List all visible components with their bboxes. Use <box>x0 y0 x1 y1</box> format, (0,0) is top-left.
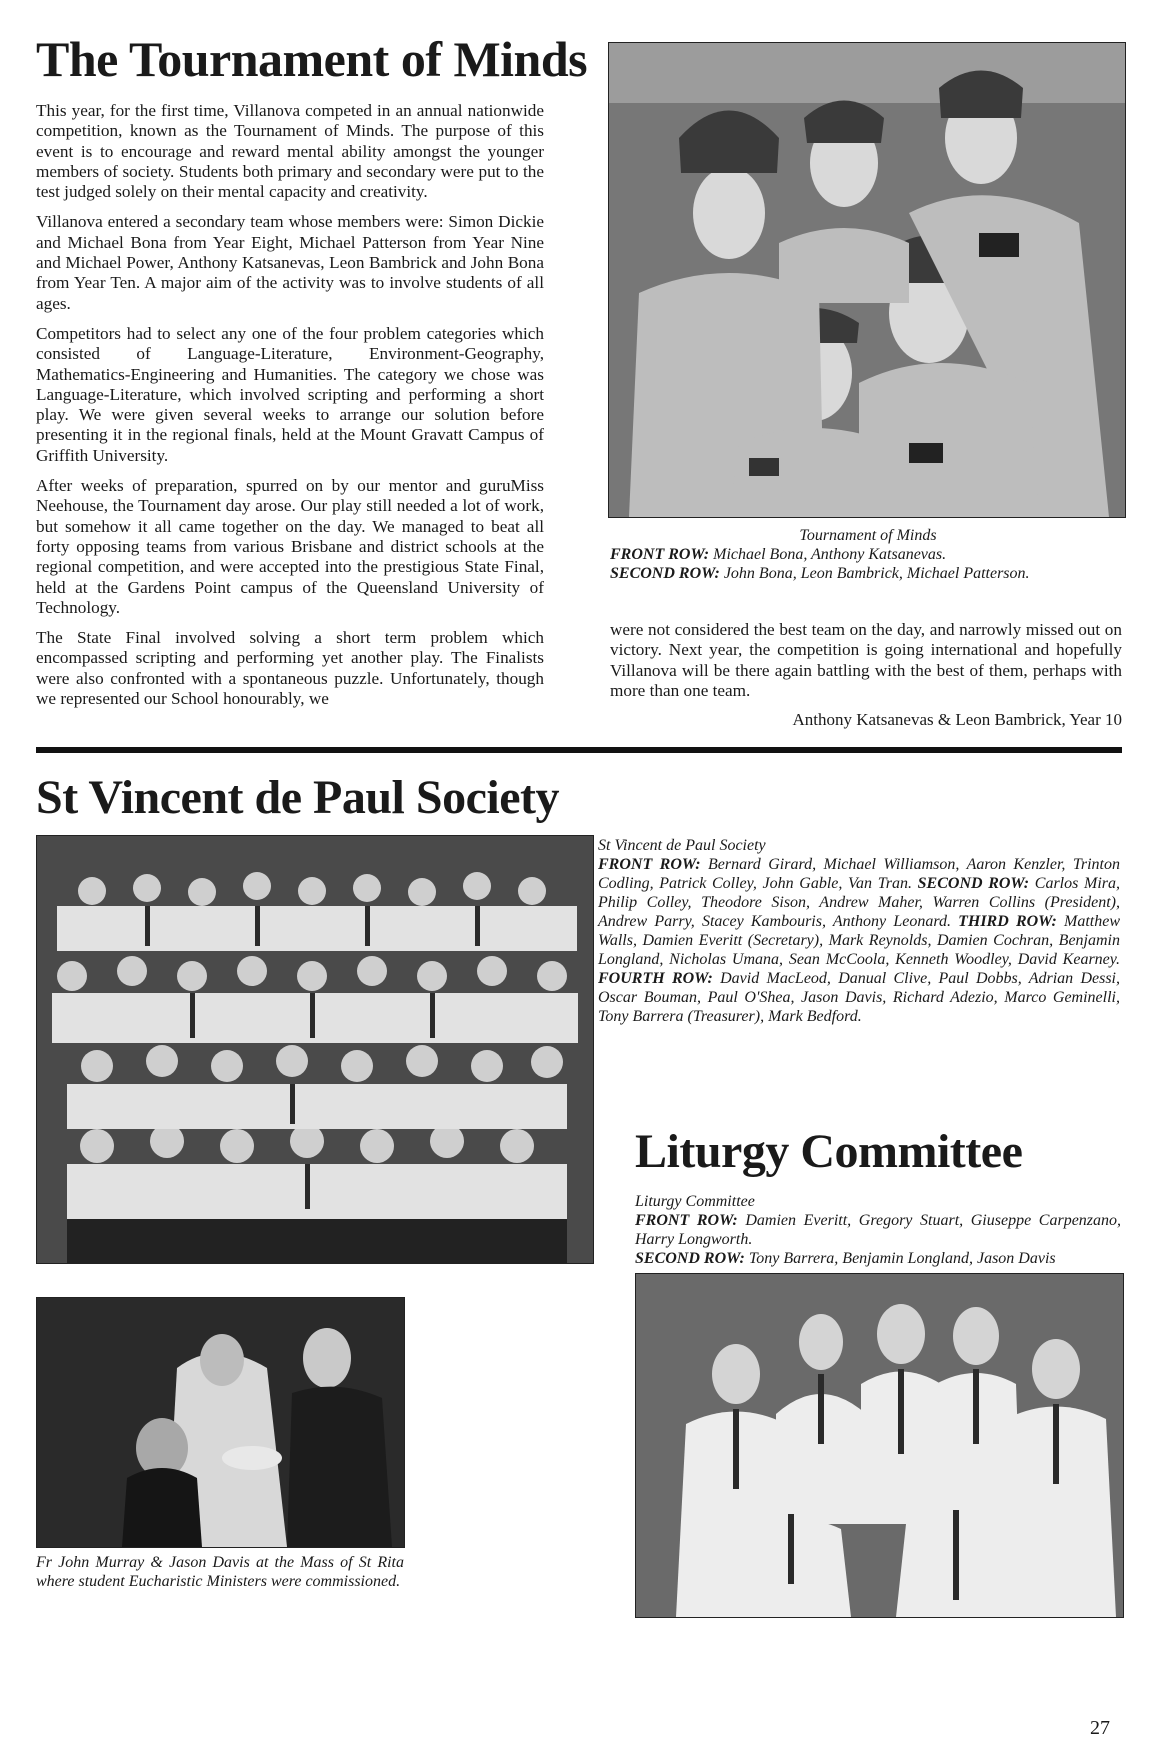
liturgy-photo-caption <box>635 1192 1121 1268</box>
caption-row-label: FRONT ROW: <box>598 856 701 873</box>
caption-row-label: FOURTH ROW: <box>598 970 713 987</box>
article-paragraph: After weeks of preparation, spurred on by our mentor and guruMiss Neehouse, the Tournament day arose. Our play still needed a lot of work, but somehow it all came together on the day. We managed to beat all forty opposing teams from various Brisbane and district schools at the regional competition, and were accepted into the prestigious State Final, held at the Gardens Point campus of the Queensland University of Technology. <box>36 476 544 617</box>
article-byline: Anthony Katsanevas & Leon Bambrick, Year 10 <box>792 710 1122 729</box>
caption-row-names: Carlos Mira, Philip Colley, Theodore Sison, Andrew Maher, Warren Collins (President), Andrew Parry, Stacey Kambouris, Anthony Leonard. <box>598 875 1121 930</box>
article-paragraph: This year, for the first time, Villanova competed in an annual nationwide competition, known as the Tournament of Minds. The purpose of this event is to encourage and reward mental ability amongst the younger members of society. Students both primary and secondary were put to the test judged solely on their mental capacity and creativity. <box>36 101 544 202</box>
caption-title: Tournament of Minds <box>799 527 937 544</box>
caption-second-row <box>635 1249 1121 1268</box>
group-photo-illustration <box>609 43 1125 517</box>
page-number: 27 <box>1090 1717 1110 1739</box>
mass-photo-caption: Fr John Murray & Jason Davis at the Mass of St Rita where student Eucharistic Ministers were commissioned. <box>36 1554 404 1590</box>
article-paragraph: The State Final involved solving a short term problem which encompassed scripting and performing yet another play. The Finalists were also confronted with a spontaneous puzzle. Unfortunately, though we represented our School honourably, we <box>36 628 544 709</box>
caption-row-names: Matthew Walls, Damien Everitt (Secretary), Mark Reynolds, Damien Cochran, Benjamin Longland, Nicholas Umana, Sean McCoola, Kenneth Woodley, David Kearney. <box>598 913 1120 968</box>
caption-row-label: SECOND ROW: <box>610 565 720 582</box>
tournament-photo-caption <box>610 526 1126 583</box>
article-paragraph: Villanova entered a secondary team whose members were: Simon Dickie and Michael Bona from Year Eight, Michael Patterson from Year Nine and Michael Power, Anthony Katsanevas, Leon Bambrick and John Bona from Year Ten. A major aim of the activity was to involve students of all ages. <box>36 212 544 313</box>
article-paragraph: Competitors had to select any one of the four problem categories which consisted of Language-Literature, Environment-Geography, Mathematics-Engineering and Humanities. The category we chose was Language-Literature, which involved scripting and performing a short play. We were given several weeks to arrange our solution before presenting it in the regional finals, held at the Mount Gravatt Campus of Griffith University. <box>36 323 544 465</box>
tournament-article <box>36 101 544 719</box>
caption-front-row <box>635 1211 1121 1249</box>
caption-row-names: John Bona, Leon Bambrick, Michael Patterson. <box>723 565 1030 582</box>
caption-row-names: Tony Barrera, Benjamin Longland, Jason Davis <box>748 1250 1056 1267</box>
caption-row-label: FRONT ROW: <box>635 1212 738 1229</box>
caption-row-names: David MacLeod, Danual Clive, Paul Dobbs, Adrian Dessi, Oscar Bouman, Paul O'Shea, Jason Davis, Richard Adezio, Marco Geminelli, Tony Barrera (Treasurer), Mark Bedford. <box>598 970 1121 1025</box>
mass-photo-illustration <box>37 1298 404 1547</box>
caption-row-names: Bernard Girard, Michael Williamson, Aaron Kenzler, Trinton Codling, Patrick Colley, John Gable, Van Tran. <box>598 856 1120 892</box>
stvincent-title: St Vincent de Paul Society <box>36 771 559 824</box>
caption-row-label: FRONT ROW: <box>610 546 710 563</box>
caption-row-names: Michael Bona, Anthony Katsanevas. <box>713 546 947 563</box>
caption-second-row <box>610 564 1126 583</box>
liturgy-committee-photo <box>635 1273 1124 1618</box>
group-photo-illustration <box>37 836 593 1263</box>
caption-row-names: Damien Everitt, Gregory Stuart, Giuseppe Carpenzano, Harry Longworth. <box>635 1212 1122 1248</box>
tournament-team-photo <box>608 42 1126 518</box>
caption-front-row <box>610 545 1126 564</box>
mass-photo <box>36 1297 405 1548</box>
tournament-title: The Tournament of Minds <box>36 31 588 87</box>
section-divider <box>36 747 1122 753</box>
caption-row-label: THIRD ROW: <box>958 913 1057 930</box>
caption-title: Liturgy Committee <box>635 1193 755 1210</box>
tournament-article-continued <box>610 620 1122 711</box>
caption-row-label: SECOND ROW: <box>635 1250 745 1267</box>
stvincent-photo-caption <box>598 836 1120 1026</box>
group-photo-illustration <box>636 1274 1123 1617</box>
caption-rows <box>598 855 1120 1026</box>
stvincent-group-photo <box>36 835 594 1264</box>
caption-title: St Vincent de Paul Society <box>598 837 766 854</box>
article-paragraph: were not considered the best team on the day, and narrowly missed out on victory. Next year, the competition is going international and hopefully Villanova will be there again battling with the best of them, perhaps with more than one team. <box>610 620 1122 700</box>
caption-row-label: SECOND ROW: <box>917 875 1030 892</box>
liturgy-title: Liturgy Committee <box>635 1125 1023 1178</box>
